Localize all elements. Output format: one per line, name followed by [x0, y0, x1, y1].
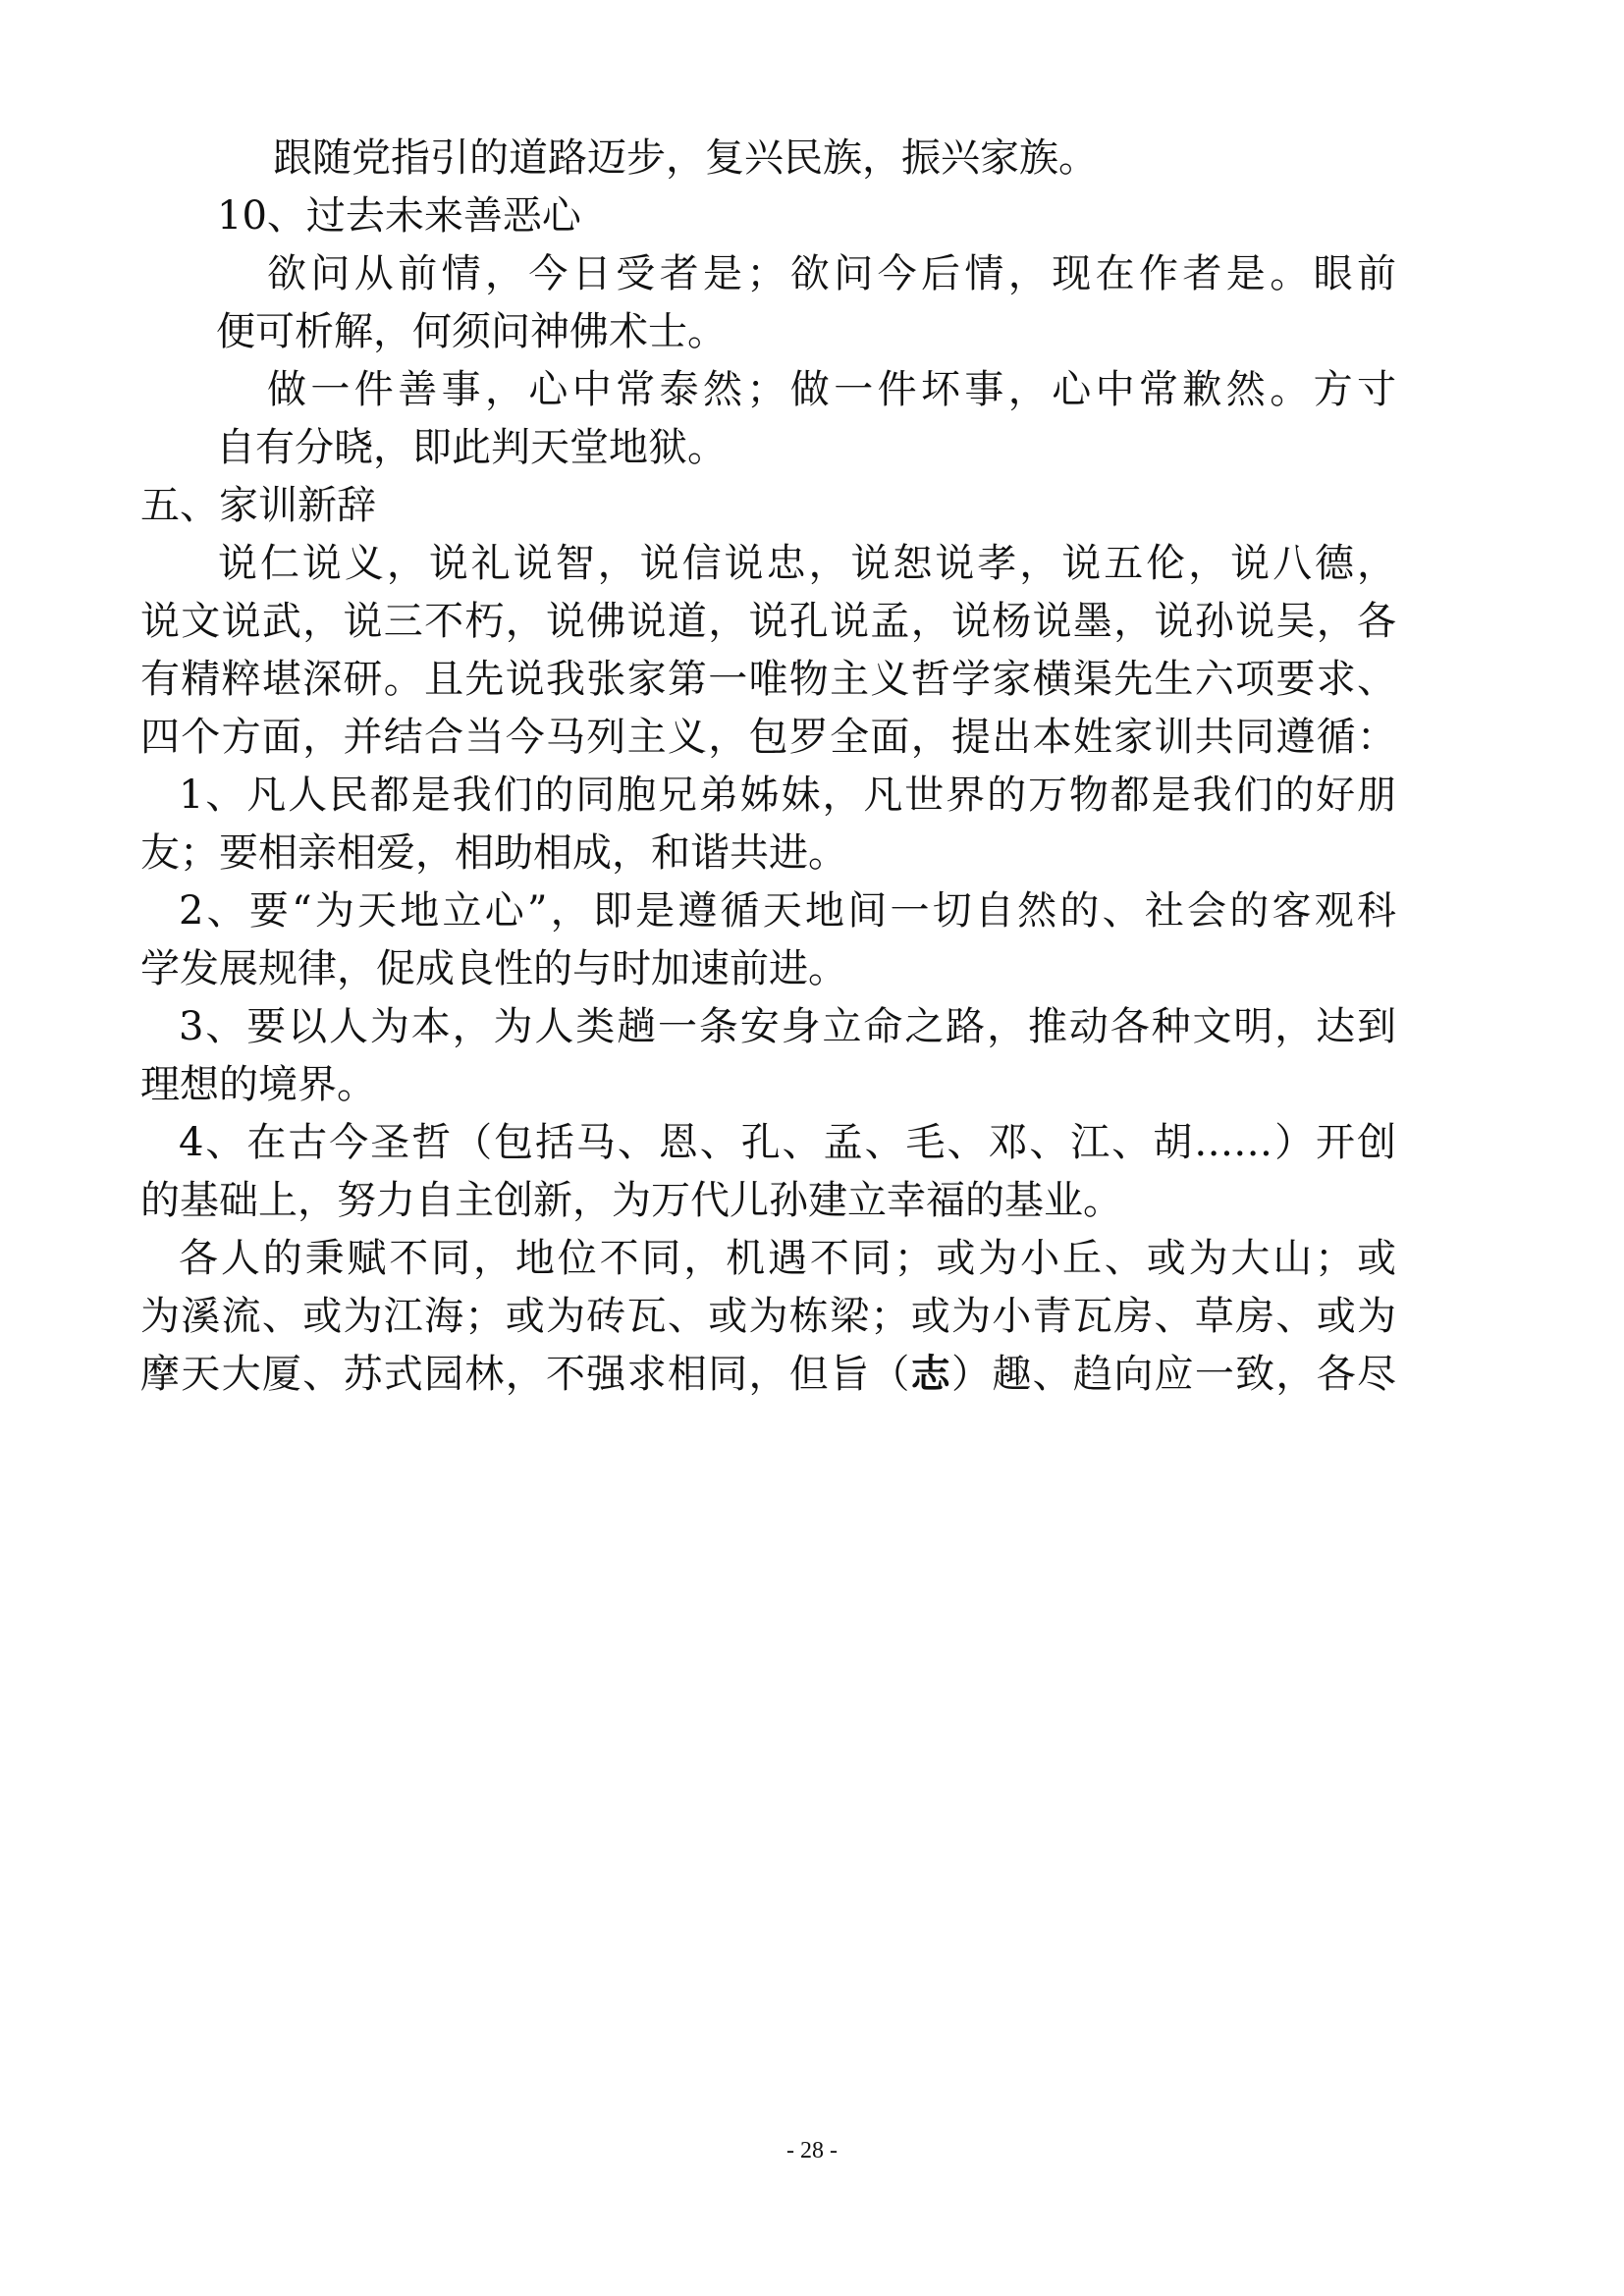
page-number: - 28 - — [786, 2138, 838, 2163]
list-item-line: 1、凡人民都是我们的同胞兄弟姊妹，凡世界的万物都是我们的好朋 — [179, 773, 1396, 818]
list-item-line: 4、在古今圣哲（包括马、恩、孔、孟、毛、邓、江、胡……）开创 — [179, 1120, 1396, 1165]
paragraph-line: 四个方面，并结合当今马列主义，包罗全面，提出本姓家训共同遵循： — [140, 715, 1396, 760]
annotated-character: 志 — [910, 1351, 952, 1397]
paragraph-line: 便可析解，何须问神佛术士。 — [216, 309, 727, 354]
paragraph-line: 为溪流、或为江海；或为砖瓦、或为栋梁；或为小青瓦房、草房、或为 — [140, 1294, 1396, 1339]
paragraph-line: 各人的秉赋不同，地位不同，机遇不同；或为小丘、或为大山；或 — [179, 1236, 1396, 1281]
list-item-line: 的基础上，努力自主创新，为万代儿孙建立幸福的基业。 — [140, 1178, 1122, 1223]
line-text-part: 摩天大厦、苏式园林，不强求相同，但旨（ — [140, 1352, 911, 1397]
list-item-line: 理想的境界。 — [140, 1062, 376, 1107]
paragraph-line: 说仁说义，说礼说智，说信说忠，说恕说孝，说五伦，说八德， — [218, 541, 1396, 586]
paragraph-line: 做一件善事，心中常泰然；做一件坏事，心中常歉然。方寸 — [267, 367, 1396, 412]
line-text-part: ）趣、趋向应一致，各尽 — [951, 1352, 1397, 1397]
paragraph-line: 有精粹堪深研。且先说我张家第一唯物主义哲学家横渠先生六项要求、 — [140, 657, 1396, 702]
paragraph-line: 跟随党指引的道路迈步，复兴民族，振兴家族。 — [273, 135, 1098, 181]
paragraph-line: 说文说武，说三不朽，说佛说道，说孔说孟，说杨说墨，说孙说吴，各 — [140, 599, 1396, 644]
list-item-line: 友；要相亲相爱，相助相成，和谐共进。 — [140, 830, 847, 876]
chapter-heading: 五、家训新辞 — [140, 483, 376, 528]
list-item-line: 学发展规律，促成良性的与时加速前进。 — [140, 946, 847, 991]
section-heading: 10、过去未来善恶心 — [217, 193, 581, 239]
paragraph-line: 自有分晓，即此判天堂地狱。 — [216, 425, 727, 470]
list-item-line: 2、要“为天地立心”，即是遵循天地间一切自然的、社会的客观科 — [179, 888, 1396, 934]
paragraph-line: 欲问从前情，今日受者是；欲问今后情，现在作者是。眼前 — [267, 251, 1396, 296]
list-item-line: 3、要以人为本，为人类趟一条安身立命之路，推动各种文明，达到 — [179, 1004, 1396, 1049]
paragraph-line — [140, 1350, 1396, 1399]
